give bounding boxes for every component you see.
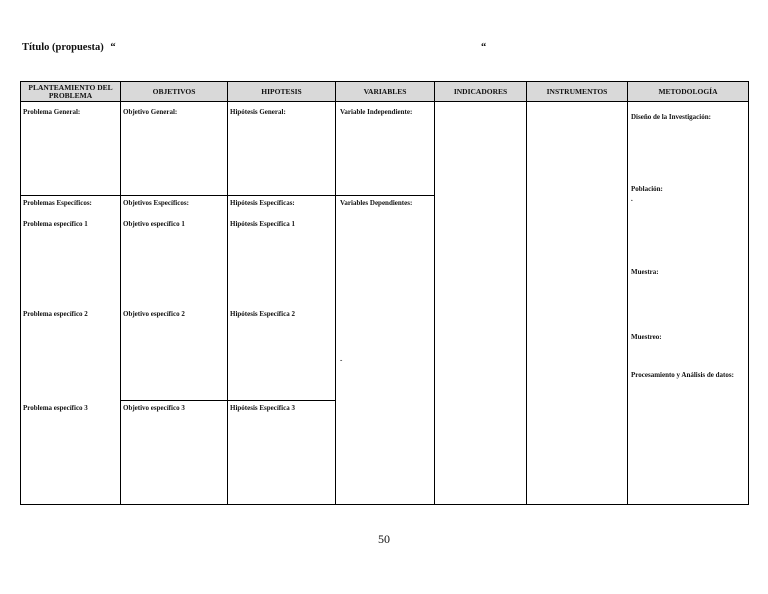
col-border-3 [335, 81, 336, 505]
col-border-2 [227, 81, 228, 505]
header-instrumentos: INSTRUMENTOS [546, 86, 608, 96]
col-border-0 [20, 81, 21, 505]
hipotesis-especifica-2: Hipótesis Específica 2 [230, 310, 295, 318]
header-planteamiento: PLANTEAMIENTO DEL PROBLEMA [28, 82, 113, 100]
metodologia-diseno: Diseño de la Investigación: [631, 113, 711, 121]
col-border-4 [434, 81, 435, 505]
header-hipotesis: HIPOTESIS [261, 86, 302, 96]
header-bottom-border [20, 101, 749, 102]
objetivo-especifico-3: Objetivo específico 3 [123, 404, 185, 412]
hipotesis-especifica-3: Hipótesis Específica 3 [230, 404, 295, 412]
col-border-5 [526, 81, 527, 505]
col-border-1 [120, 81, 121, 505]
col-border-6 [627, 81, 628, 505]
title-open-quote: “ [110, 42, 116, 53]
header-metodologia: METODOLOGÍA [658, 86, 718, 96]
title-close-quote: “ [481, 42, 487, 53]
problemas-especificos: Problemas Específicos: [23, 199, 92, 207]
problema-especifico-1: Problema específico 1 [23, 220, 88, 228]
problema-especifico-2: Problema específico 2 [23, 310, 88, 318]
hipotesis-especifica-1: Hipótesis Específica 1 [230, 220, 295, 228]
header-objetivos: OBJETIVOS [152, 86, 196, 96]
header-variables: VARIABLES [363, 86, 407, 96]
metodologia-muestra: Muestra: [631, 268, 659, 276]
row-divider-specific-3 [121, 400, 335, 401]
objetivo-general: Objetivo General: [123, 108, 178, 116]
col-border-7 [748, 81, 749, 505]
metodologia-procesamiento: Procesamiento y Análisis de datos: [631, 371, 734, 379]
problema-general: Problema General: [23, 108, 81, 116]
title-label: Título (propuesta) [22, 42, 104, 53]
hipotesis-especificas: Hipótesis Específicas: [230, 199, 295, 207]
header-indicadores: INDICADORES [453, 86, 508, 96]
table-bottom-border [20, 504, 749, 505]
variables-dependientes: Variables Dependientes: [340, 199, 413, 207]
metodologia-poblacion: Población: [631, 185, 663, 193]
variables-dash: - [340, 356, 343, 364]
metodologia-poblacion-dot: . [631, 195, 633, 203]
objetivo-especifico-2: Objetivo específico 2 [123, 310, 185, 318]
hipotesis-general: Hipótesis General: [230, 108, 286, 116]
problema-especifico-3: Problema específico 3 [23, 404, 88, 412]
objetivos-especificos: Objetivos Específicos: [123, 199, 189, 207]
page-number: 50 [378, 532, 390, 546]
objetivo-especifico-1: Objetivo específico 1 [123, 220, 185, 228]
variable-independiente: Variable Independiente: [340, 108, 413, 116]
metodologia-muestreo: Muestreo: [631, 333, 662, 341]
